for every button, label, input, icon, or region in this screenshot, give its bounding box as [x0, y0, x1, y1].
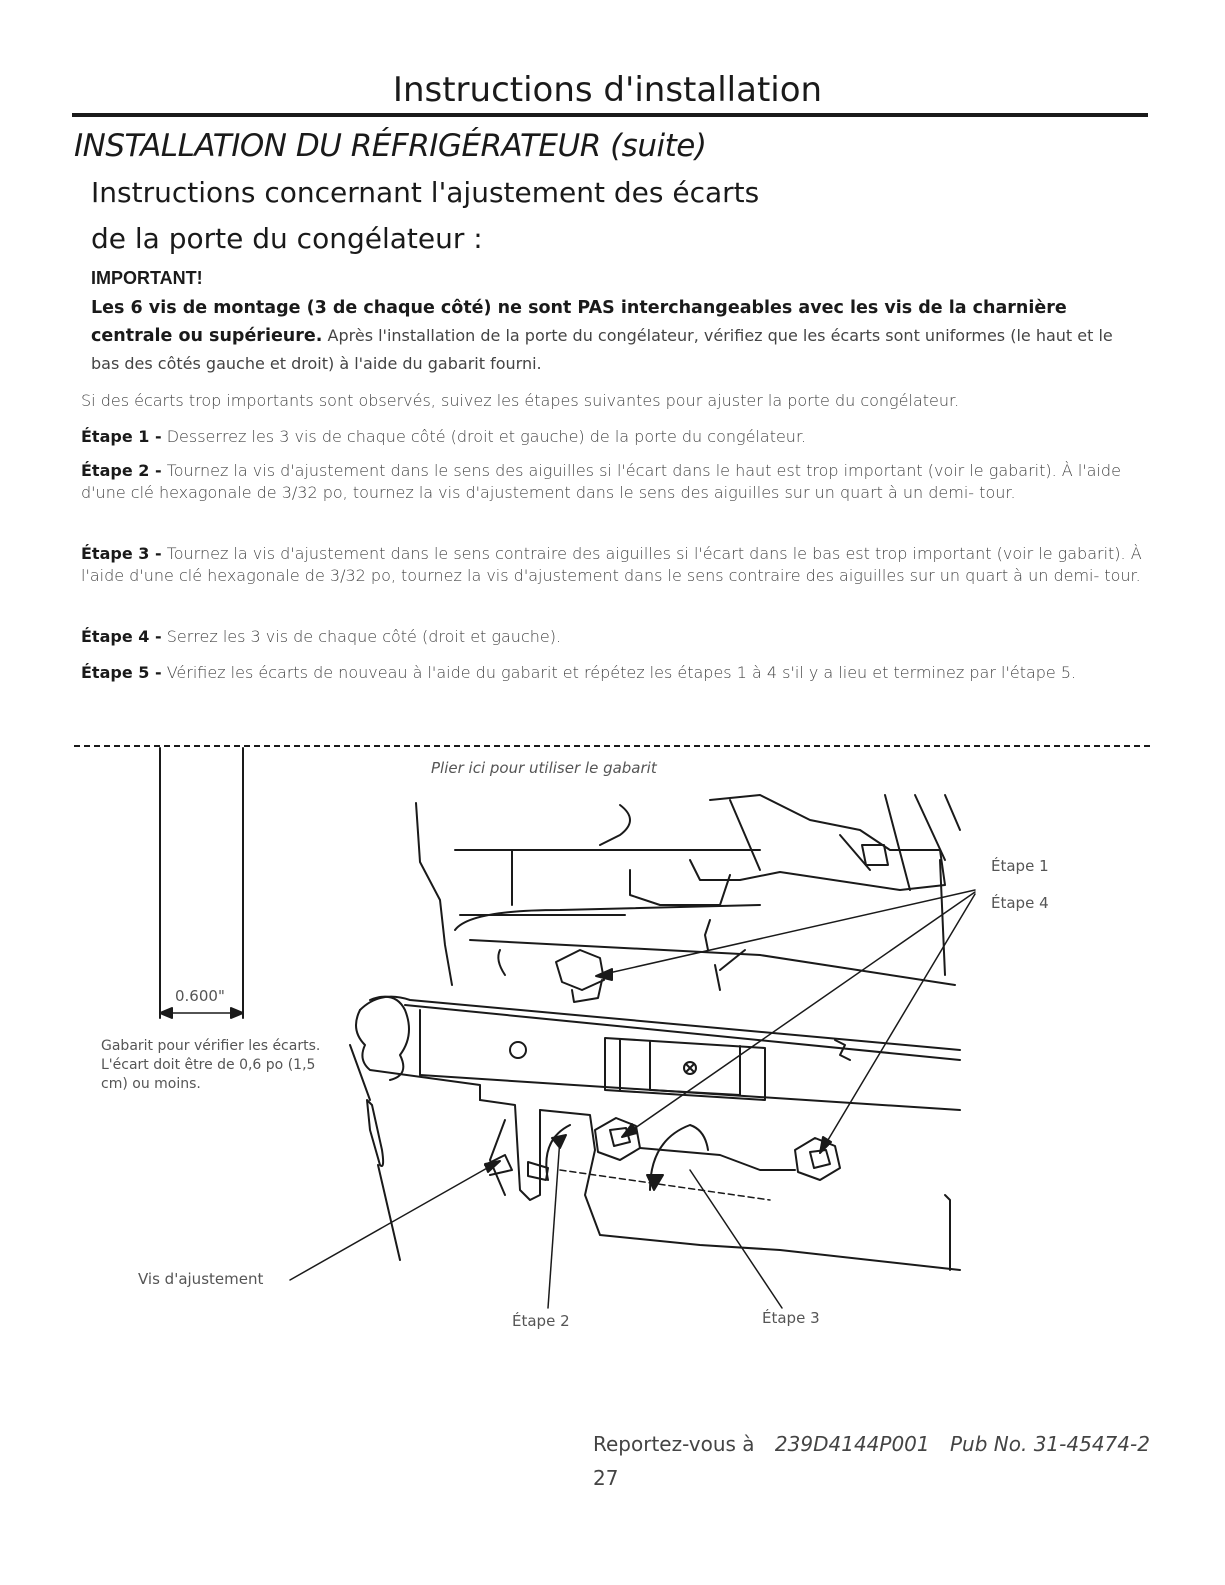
page-header-title: Instructions d'installation: [392, 70, 823, 110]
gap-gauge: [160, 748, 243, 1018]
label-etape-2: Étape 2: [512, 1312, 570, 1330]
important-label: IMPORTANT!: [91, 268, 203, 288]
gauge-dimension: 0.600": [175, 987, 225, 1005]
label-etape-3: Étape 3: [762, 1309, 820, 1327]
page-number: 27: [593, 1466, 619, 1490]
step-2-label: Étape 2 -: [81, 461, 162, 480]
step-4-text: Serrez les 3 vis de chaque côté (droit et gauche).: [166, 627, 562, 646]
footer-pub-number: Pub No. 31-45474-2: [950, 1432, 1150, 1456]
label-etape-4: Étape 4: [991, 894, 1049, 912]
label-adjust-screw: Vis d'ajustement: [138, 1270, 264, 1288]
step-5-text: Vérifiez les écarts de nouveau à l'aide du gabarit et répétez les étapes 1 à 4 s'il y a lieu et terminez par l'étape 5.: [166, 663, 1077, 682]
section-title: INSTALLATION DU RÉFRIGÉRATEUR (suite): [74, 128, 707, 164]
step-3-text: Tournez la vis d'ajustement dans le sens contraire des aiguilles si l'écart dans le bas est trop important (voir le gabarit). À l'aide d'une clé hexagonale de 3/32 po, tournez la vis d'ajustement dans le sens contraire des aiguilles sur un quart à un demi- tour.: [81, 544, 1142, 585]
warning-text: Après l'installation de la porte du congélateur, vérifiez que les écarts sont uniformes (le haut et le bas des côtés gauche et droit) à l'aide du gabarit fourni.: [91, 326, 1113, 373]
intro-paragraph: Si des écarts trop importants sont observés, suivez les étapes suivantes pour ajuster la porte du congélateur.: [81, 391, 960, 410]
step-2-text: Tournez la vis d'ajustement dans le sens des aiguilles si l'écart dans le haut est trop important (voir le gabarit). À l'aide d'une clé hexagonale de 3/32 po, tournez la vis d'ajustement dans le sens des aiguilles sur un quart à un demi- tour.: [81, 461, 1121, 502]
step-5-label: Étape 5 -: [81, 663, 162, 682]
subheading-line-1: Instructions concernant l'ajustement des écarts: [91, 176, 760, 209]
fold-label: Plier ici pour utiliser le gabarit: [431, 759, 657, 777]
step-3-label: Étape 3 -: [81, 544, 162, 563]
gauge-caption: Gabarit pour vérifier les écarts. L'écart doit être de 0,6 po (1,5 cm) ou moins.: [101, 1038, 321, 1092]
step-1-label: Étape 1 -: [81, 427, 162, 446]
footer-reference: [593, 1432, 1150, 1456]
label-etape-1: Étape 1: [991, 857, 1049, 875]
lower-hex-screw-right: [795, 1138, 840, 1180]
step-1-text: Desserrez les 3 vis de chaque côté (droit et gauche) de la porte du congélateur.: [166, 427, 807, 446]
footer-part-number: 239D4144P001: [774, 1432, 930, 1456]
step-4-label: Étape 4 -: [81, 627, 162, 646]
warning-bold-text: Les 6 vis de montage (3 de chaque côté) ne sont PAS interchangeables avec les vis de la charnière centrale ou supérieure.: [91, 298, 1067, 346]
subheading-line-2: de la porte du congélateur :: [91, 222, 483, 255]
footer-refer-text: Reportez-vous à: [593, 1432, 755, 1456]
